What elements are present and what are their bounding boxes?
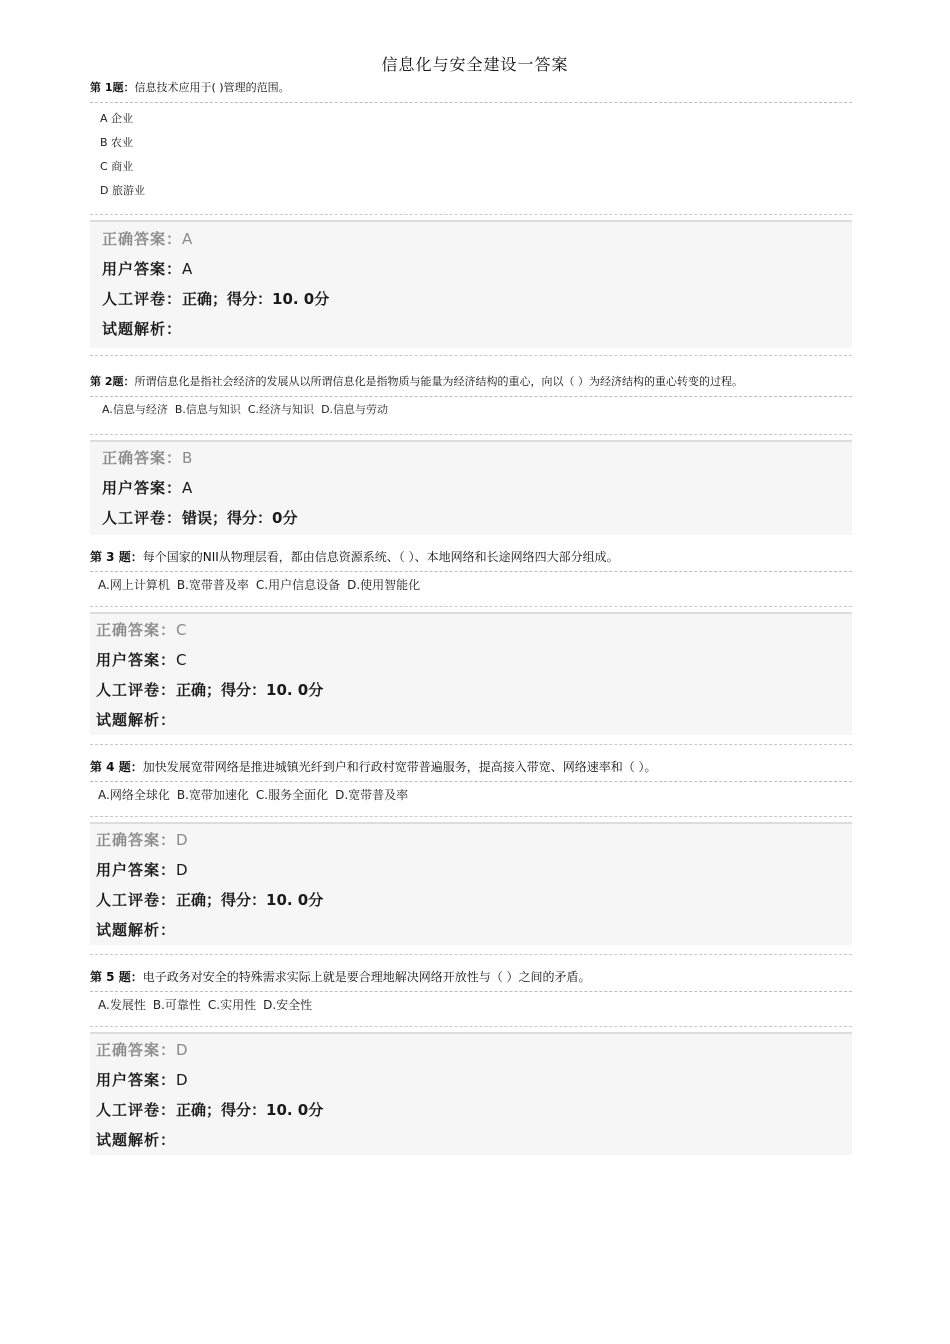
- divider: [90, 781, 852, 782]
- divider: [90, 214, 852, 215]
- option-c: C.实用性: [207, 998, 257, 1012]
- option-c: C.服务全面化: [255, 788, 329, 802]
- correct-answer: 正确答案：D: [96, 1041, 188, 1059]
- correct-answer: 正确答案：D: [96, 831, 188, 849]
- option-a: A.网络全球化: [98, 788, 170, 802]
- question-number: 第 2题：: [90, 375, 135, 388]
- divider: [90, 102, 852, 103]
- option-line: [90, 574, 852, 596]
- answer-panel-2: [90, 440, 852, 535]
- option-d: D.宽带普及率: [335, 788, 409, 802]
- question-stem: [90, 759, 852, 775]
- option-d: D.安全性: [263, 998, 313, 1012]
- answer-panel-5: [90, 1032, 852, 1155]
- user-answer: 用户答案：D: [96, 1071, 188, 1089]
- option-c: C.用户信息设备: [255, 578, 341, 592]
- divider: [90, 1026, 852, 1027]
- user-answer: 用户答案：A: [102, 260, 193, 278]
- divider: [90, 571, 852, 572]
- option-c: C.经济与知识: [247, 403, 315, 416]
- option-d: D.使用智能化: [347, 578, 421, 592]
- correct-answer: 正确答案：A: [102, 230, 193, 248]
- manual-review: 人工评卷：正确；得分：10. 0分: [96, 891, 324, 909]
- question-2: [90, 374, 852, 421]
- answer-panel-1: [90, 220, 852, 348]
- option-d: D 旅游业: [100, 184, 145, 197]
- analysis-label: 试题解析：: [102, 320, 183, 338]
- option-list: [90, 107, 852, 203]
- divider: [90, 744, 852, 745]
- option-line: [90, 784, 852, 806]
- option-a: A.发展性: [98, 998, 146, 1012]
- question-number: 第 1题：: [90, 81, 135, 94]
- question-1: [90, 80, 852, 203]
- user-answer: 用户答案：A: [102, 479, 193, 497]
- option-b: B.宽带加速化: [176, 788, 249, 802]
- option-b: B.信息与知识: [174, 403, 241, 416]
- divider: [90, 991, 852, 992]
- option-a: A 企业: [100, 112, 134, 125]
- option-line: [90, 399, 852, 421]
- answer-panel-4: [90, 822, 852, 945]
- manual-review: 人工评卷：正确；得分：10. 0分: [96, 681, 324, 699]
- divider: [90, 396, 852, 397]
- option-line: [90, 994, 852, 1016]
- divider: [90, 355, 852, 356]
- divider: [90, 434, 852, 435]
- option-b: B.可靠性: [152, 998, 201, 1012]
- question-text: 所谓信息化是指社会经济的发展从以所谓信息化是指物质与能量为经济结构的重心，向以（ ）为经济结构的重心转变的过程。: [134, 375, 743, 388]
- correct-answer: 正确答案：C: [96, 621, 187, 639]
- question-text: 信息技术应用于( )管理的范围。: [134, 81, 290, 94]
- option-b: B.宽带普及率: [176, 578, 249, 592]
- option-b: B 农业: [100, 136, 134, 149]
- question-5: [90, 969, 852, 1016]
- question-3: [90, 549, 852, 596]
- answer-panel-3: [90, 612, 852, 735]
- question-stem: [90, 549, 852, 565]
- question-4: [90, 759, 852, 806]
- manual-review: 人工评卷：正确；得分：10. 0分: [96, 1101, 324, 1119]
- question-text: 电子政务对安全的特殊需求实际上就是要合理地解决网络开放性与（ ）之间的矛盾。: [142, 970, 591, 984]
- analysis-label: 试题解析：: [96, 711, 177, 729]
- question-text: 每个国家的NII从物理层看，都由信息资源系统、（ ）、本地网络和长途网络四大部分组成。: [142, 550, 619, 564]
- question-stem: [90, 969, 852, 985]
- user-answer: 用户答案：D: [96, 861, 188, 879]
- divider: [90, 606, 852, 607]
- manual-review: 人工评卷：错误；得分：0分: [102, 509, 298, 527]
- question-text: 加快发展宽带网络是推进城镇光纤到户和行政村宽带普遍服务，提高接入带宽、网络速率和（ ）。: [142, 760, 657, 774]
- correct-answer: 正确答案：B: [102, 449, 193, 467]
- option-a: A.网上计算机: [98, 578, 170, 592]
- option-d: D.信息与劳动: [321, 403, 389, 416]
- document-title: 信息化与安全建设一答案: [381, 55, 569, 74]
- option-a: A.信息与经济: [102, 403, 168, 416]
- analysis-label: 试题解析：: [96, 1131, 177, 1149]
- question-stem: [90, 80, 852, 96]
- analysis-label: 试题解析：: [96, 921, 177, 939]
- user-answer: 用户答案：C: [96, 651, 187, 669]
- option-c: C 商业: [100, 160, 134, 173]
- question-number: 第 5 题：: [90, 970, 143, 984]
- question-number: 第 4 题：: [90, 760, 143, 774]
- manual-review: 人工评卷：正确；得分：10. 0分: [102, 290, 330, 308]
- divider: [90, 816, 852, 817]
- divider: [90, 954, 852, 955]
- question-number: 第 3 题：: [90, 550, 143, 564]
- question-stem: [90, 374, 852, 390]
